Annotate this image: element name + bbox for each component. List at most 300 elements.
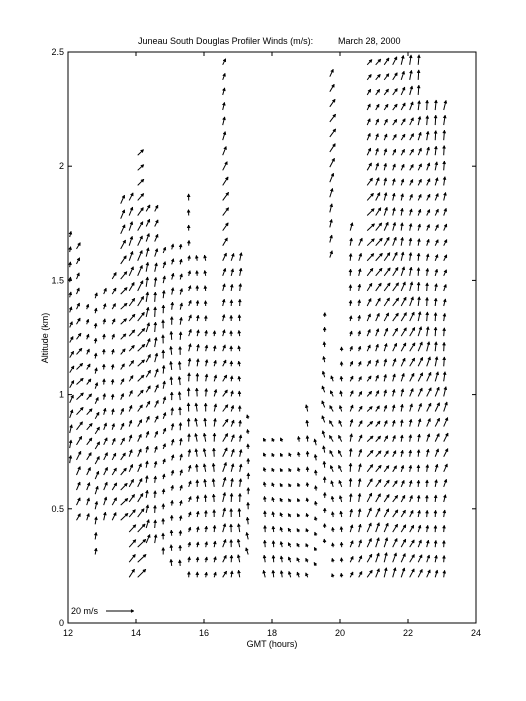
wind-arrow (426, 254, 429, 261)
wind-arrow (129, 207, 133, 215)
wind-arrow (86, 334, 89, 339)
wind-arrow (111, 379, 114, 384)
wind-arrow (314, 562, 317, 566)
wind-arrow (239, 435, 242, 442)
wind-arrow (222, 88, 225, 95)
wind-arrow (367, 193, 373, 200)
wind-arrow (87, 482, 90, 490)
wind-arrow (230, 284, 233, 291)
wind-arrow (163, 459, 166, 464)
wind-arrow (410, 118, 414, 125)
wind-arrow (393, 481, 398, 487)
wind-arrow (180, 485, 183, 490)
wind-arrow (314, 470, 317, 476)
wind-arrow (155, 431, 158, 437)
wind-arrow (104, 453, 108, 460)
wind-arrow (393, 495, 398, 502)
wind-arrow (330, 391, 333, 397)
wind-arrow (95, 501, 98, 509)
wind-arrow (170, 515, 173, 520)
wind-arrow (384, 436, 387, 442)
wind-arrow (338, 435, 341, 441)
wind-arrow (410, 343, 415, 351)
wind-arrow (297, 468, 300, 472)
wind-arrow (393, 298, 399, 306)
wind-arrow (410, 312, 415, 321)
chart-date: March 28, 2000 (338, 36, 401, 46)
wind-arrow (203, 448, 206, 456)
wind-arrow (154, 277, 157, 286)
wind-arrow (154, 446, 157, 452)
wind-arrow (418, 164, 421, 171)
wind-arrow (314, 439, 317, 445)
wind-arrow (280, 468, 283, 471)
wind-arrow (376, 148, 379, 155)
wind-arrow (187, 373, 190, 382)
wind-arrow (401, 525, 406, 532)
wind-arrow (367, 406, 372, 411)
wind-arrow (401, 465, 404, 472)
wind-arrow (280, 483, 283, 486)
wind-arrow (384, 465, 389, 471)
scale-legend (71, 606, 134, 616)
wind-arrow (94, 532, 97, 539)
wind-arrow (280, 453, 283, 456)
wind-arrow (425, 480, 428, 487)
wind-arrow (272, 497, 275, 502)
wind-arrow (297, 498, 300, 501)
wind-arrow (323, 492, 326, 497)
wind-arrow (350, 391, 353, 397)
wind-arrow (367, 523, 371, 532)
wind-arrow (323, 356, 326, 362)
wind-arrow (95, 412, 99, 419)
wind-arrow (204, 495, 207, 502)
wind-arrow (129, 282, 134, 291)
wind-arrow (358, 331, 361, 336)
wind-arrow (138, 524, 145, 532)
wind-arrow (322, 386, 325, 392)
wind-arrow (392, 208, 395, 216)
wind-arrow (443, 130, 446, 140)
wind-arrow (178, 392, 181, 400)
wind-arrow (263, 540, 266, 547)
wind-arrow (87, 423, 93, 429)
wind-arrow (418, 388, 422, 396)
wind-arrow (195, 255, 198, 260)
wind-arrow (94, 308, 97, 313)
wind-arrow (409, 55, 412, 65)
wind-arrow (103, 303, 106, 309)
wind-arrow (94, 548, 97, 554)
wind-arrow (376, 208, 381, 216)
wind-arrow (212, 463, 215, 472)
wind-arrow (205, 345, 208, 351)
wind-arrow (121, 349, 126, 355)
wind-arrow (401, 103, 405, 110)
wind-arrow (393, 328, 398, 336)
wind-arrow (367, 268, 373, 276)
wind-arrow (195, 449, 198, 457)
wind-arrow (392, 389, 395, 396)
wind-arrow (418, 342, 422, 351)
wind-arrow (350, 556, 353, 562)
wind-arrow (340, 362, 343, 367)
wind-arrow (384, 509, 389, 517)
wind-arrow (401, 71, 404, 80)
wind-arrow (162, 290, 165, 298)
wind-arrow (272, 483, 275, 487)
wind-arrow (393, 313, 399, 321)
wind-arrow (223, 419, 228, 426)
wind-arrow (409, 238, 412, 246)
x-tick-label: 14 (130, 628, 142, 638)
wind-arrow (246, 517, 249, 524)
wind-arrow (129, 222, 133, 231)
wind-arrow (444, 433, 448, 442)
wind-arrow (230, 376, 233, 382)
wind-arrow (272, 453, 275, 457)
wind-arrow (146, 292, 149, 302)
wind-arrow (409, 70, 412, 80)
wind-arrow (444, 387, 447, 397)
wind-arrow (401, 328, 406, 336)
wind-arrow (417, 297, 420, 306)
wind-arrow (155, 234, 158, 241)
wind-arrow (418, 194, 421, 200)
wind-arrow (121, 303, 127, 309)
wind-arrow (393, 73, 398, 80)
wind-arrow (444, 449, 448, 457)
wind-arrow (129, 375, 133, 381)
wind-arrow (376, 104, 379, 110)
wind-arrow (121, 468, 127, 475)
wind-arrow (401, 539, 406, 547)
wind-arrow (435, 480, 438, 487)
wind-arrow (393, 119, 397, 125)
wind-arrow (77, 422, 83, 430)
wind-arrow (146, 386, 150, 393)
wind-arrow (205, 526, 208, 532)
wind-arrow (393, 222, 396, 230)
wind-arrow (112, 483, 117, 490)
wind-arrow (443, 495, 446, 502)
wind-arrow (195, 418, 198, 426)
wind-arrow (426, 525, 429, 532)
wind-arrow (237, 539, 240, 547)
wind-arrow (263, 496, 266, 502)
wind-arrow (247, 488, 250, 495)
wind-arrow (376, 59, 381, 65)
wind-arrow (179, 500, 182, 505)
wind-arrow (418, 540, 421, 547)
wind-arrow (129, 390, 132, 396)
wind-arrow (223, 571, 227, 577)
wind-arrow (213, 525, 216, 532)
wind-arrow (410, 495, 413, 502)
wind-arrow (214, 404, 217, 412)
wind-arrow (188, 344, 191, 352)
wind-arrow (171, 439, 174, 445)
wind-arrow (384, 405, 387, 411)
wind-arrow (188, 271, 191, 276)
wind-arrow (427, 372, 431, 381)
wind-arrow (444, 270, 447, 276)
wind-arrow (427, 403, 431, 411)
wind-arrow (162, 320, 165, 329)
wind-arrow (358, 509, 361, 517)
wind-arrow (204, 403, 207, 411)
wind-arrow (358, 346, 361, 351)
wind-arrow (417, 55, 420, 65)
wind-arrow (435, 209, 438, 215)
wind-arrow (245, 548, 248, 555)
wind-arrow (111, 349, 114, 354)
wind-arrow (188, 512, 191, 517)
wind-arrow (204, 270, 207, 275)
wind-arrow (384, 313, 388, 321)
wind-arrow (223, 555, 227, 562)
wind-arrow (410, 134, 414, 141)
wind-arrow (401, 194, 404, 201)
wind-arrow (280, 571, 283, 578)
wind-arrow (329, 435, 333, 441)
x-tick-label: 16 (198, 628, 210, 638)
wind-arrow (435, 570, 438, 577)
wind-arrow (212, 479, 215, 487)
wind-arrow (171, 485, 174, 490)
wind-arrow (417, 434, 420, 442)
wind-arrow (213, 331, 216, 336)
wind-arrow (70, 410, 73, 418)
wind-arrow (418, 179, 421, 185)
wind-arrow (204, 510, 207, 517)
wind-arrow (435, 387, 439, 396)
wind-arrow (340, 573, 343, 577)
wind-arrow (178, 560, 181, 566)
wind-arrow (425, 495, 428, 502)
wind-arrow (213, 345, 216, 351)
wind-arrow (306, 420, 309, 427)
y-tick-label: 1.5 (51, 275, 64, 286)
wind-arrow (121, 393, 124, 399)
wind-arrow (401, 297, 406, 306)
wind-arrow (443, 299, 446, 306)
wind-arrow (376, 538, 380, 548)
wind-arrow (358, 493, 361, 502)
wind-arrow (340, 391, 343, 397)
wind-arrow (434, 525, 437, 532)
wind-arrow (350, 541, 353, 548)
wind-arrow (417, 450, 420, 457)
wind-arrow (138, 509, 144, 517)
wind-arrow (367, 178, 372, 185)
wind-arrow (70, 336, 73, 342)
wind-arrow (138, 434, 142, 441)
wind-arrow (443, 510, 446, 517)
wind-arrow (442, 555, 445, 562)
wind-arrow (367, 209, 374, 216)
wind-arrow (112, 512, 116, 520)
wind-arrow (393, 538, 397, 547)
wind-arrow (331, 527, 334, 532)
wind-arrow (231, 449, 234, 457)
wind-arrow (367, 391, 372, 396)
wind-arrow (426, 283, 429, 291)
wind-arrow (154, 292, 157, 302)
wind-arrow (427, 418, 431, 426)
wind-arrow (162, 533, 165, 539)
wind-arrow (146, 248, 149, 257)
wind-arrow (443, 313, 446, 321)
x-tick-label: 12 (62, 628, 74, 638)
wind-arrow (393, 104, 397, 110)
wind-arrow (393, 88, 398, 94)
wind-arrow (95, 456, 99, 464)
wind-arrow (400, 208, 403, 215)
wind-arrow (376, 268, 382, 276)
wind-arrow (358, 524, 361, 532)
wind-arrow (376, 375, 379, 381)
wind-arrow (418, 403, 422, 411)
wind-arrow (180, 274, 183, 280)
wind-arrow (121, 256, 127, 264)
wind-arrow (314, 454, 317, 460)
wind-arrow (246, 532, 249, 539)
wind-arrow (306, 544, 309, 548)
wind-arrow (384, 237, 389, 245)
wind-arrow (187, 571, 190, 577)
wind-arrow (205, 542, 208, 548)
wind-arrow (223, 59, 226, 65)
wind-arrow (442, 525, 445, 532)
wind-arrow (154, 534, 157, 543)
wind-arrow (401, 373, 404, 381)
wind-arrow (129, 464, 133, 471)
wind-arrow (367, 493, 372, 502)
wind-arrow (121, 364, 125, 370)
wind-arrow (196, 495, 199, 501)
wind-arrow (246, 415, 249, 419)
wind-arrow (400, 435, 403, 442)
wind-arrow (418, 373, 422, 382)
wind-arrow (138, 265, 143, 275)
wind-arrow (323, 524, 326, 528)
wind-arrow (376, 344, 379, 351)
wind-arrow (435, 372, 439, 382)
wind-arrow (435, 357, 438, 367)
wind-arrow (171, 302, 174, 310)
wind-arrow (86, 319, 89, 324)
wind-arrow (162, 365, 165, 373)
wind-arrow (196, 344, 199, 351)
wind-arrow (434, 313, 437, 321)
wind-arrow (187, 434, 190, 442)
wind-arrow (170, 317, 173, 325)
wind-arrow (426, 540, 429, 547)
wind-arrow (121, 210, 125, 219)
wind-arrow (95, 471, 99, 479)
wind-arrow (112, 334, 115, 339)
wind-arrow (401, 358, 405, 366)
wind-arrow (384, 538, 388, 548)
wind-arrow (331, 543, 334, 547)
wind-arrow (349, 494, 352, 502)
wind-arrow (400, 223, 403, 231)
wind-arrow (189, 315, 192, 321)
wind-arrow (330, 69, 334, 76)
wind-arrow (331, 574, 334, 578)
wind-arrow (322, 431, 325, 438)
wind-arrow (196, 511, 199, 517)
wind-arrow (146, 370, 150, 377)
x-tick-label: 24 (470, 628, 482, 638)
wind-arrow (69, 307, 72, 313)
wind-arrow (223, 390, 228, 397)
wind-arrow (179, 346, 182, 354)
wind-arrow (417, 282, 420, 291)
wind-arrow (102, 364, 105, 369)
wind-arrow (426, 327, 429, 337)
wind-arrow (367, 133, 370, 140)
wind-arrow (112, 319, 115, 324)
wind-arrow (400, 404, 403, 411)
wind-arrow (239, 449, 242, 456)
wind-arrow (212, 448, 215, 457)
wind-arrow (170, 559, 173, 566)
wind-arrow (410, 102, 414, 110)
wind-arrow (189, 300, 192, 306)
wind-arrow (340, 376, 343, 381)
wind-arrow (384, 89, 388, 95)
wind-arrow (401, 510, 405, 517)
wind-arrow (94, 517, 97, 525)
wind-arrow (171, 244, 174, 249)
wind-arrow (138, 539, 146, 547)
wind-arrow (367, 74, 371, 79)
wind-arrow (434, 146, 437, 155)
wind-arrow (350, 434, 353, 442)
wind-arrow (77, 288, 80, 294)
wind-arrow (223, 524, 226, 533)
wind-arrow (410, 327, 415, 336)
wind-arrow (205, 388, 208, 396)
wind-arrow (376, 329, 379, 337)
wind-arrow (179, 530, 182, 535)
x-axis-title: GMT (hours) (246, 639, 298, 649)
wind-arrow (138, 208, 144, 216)
wind-arrow (272, 526, 275, 532)
wind-arrow (443, 372, 446, 382)
wind-arrow (331, 496, 334, 502)
wind-arrow (384, 390, 387, 397)
wind-arrow (409, 465, 412, 472)
wind-arrow (146, 401, 150, 407)
wind-arrow (171, 470, 174, 475)
wind-arrow (340, 511, 343, 517)
wind-arrow (427, 570, 431, 578)
wind-arrow (77, 348, 82, 354)
wind-arrow (155, 353, 158, 362)
wind-arrow (87, 453, 92, 460)
wind-arrow (376, 436, 381, 442)
wind-arrow (426, 116, 429, 126)
wind-arrow (427, 342, 430, 352)
wind-arrow (376, 193, 380, 201)
wind-arrow (330, 99, 335, 107)
wind-arrow (427, 163, 430, 170)
wind-arrow (138, 281, 143, 291)
